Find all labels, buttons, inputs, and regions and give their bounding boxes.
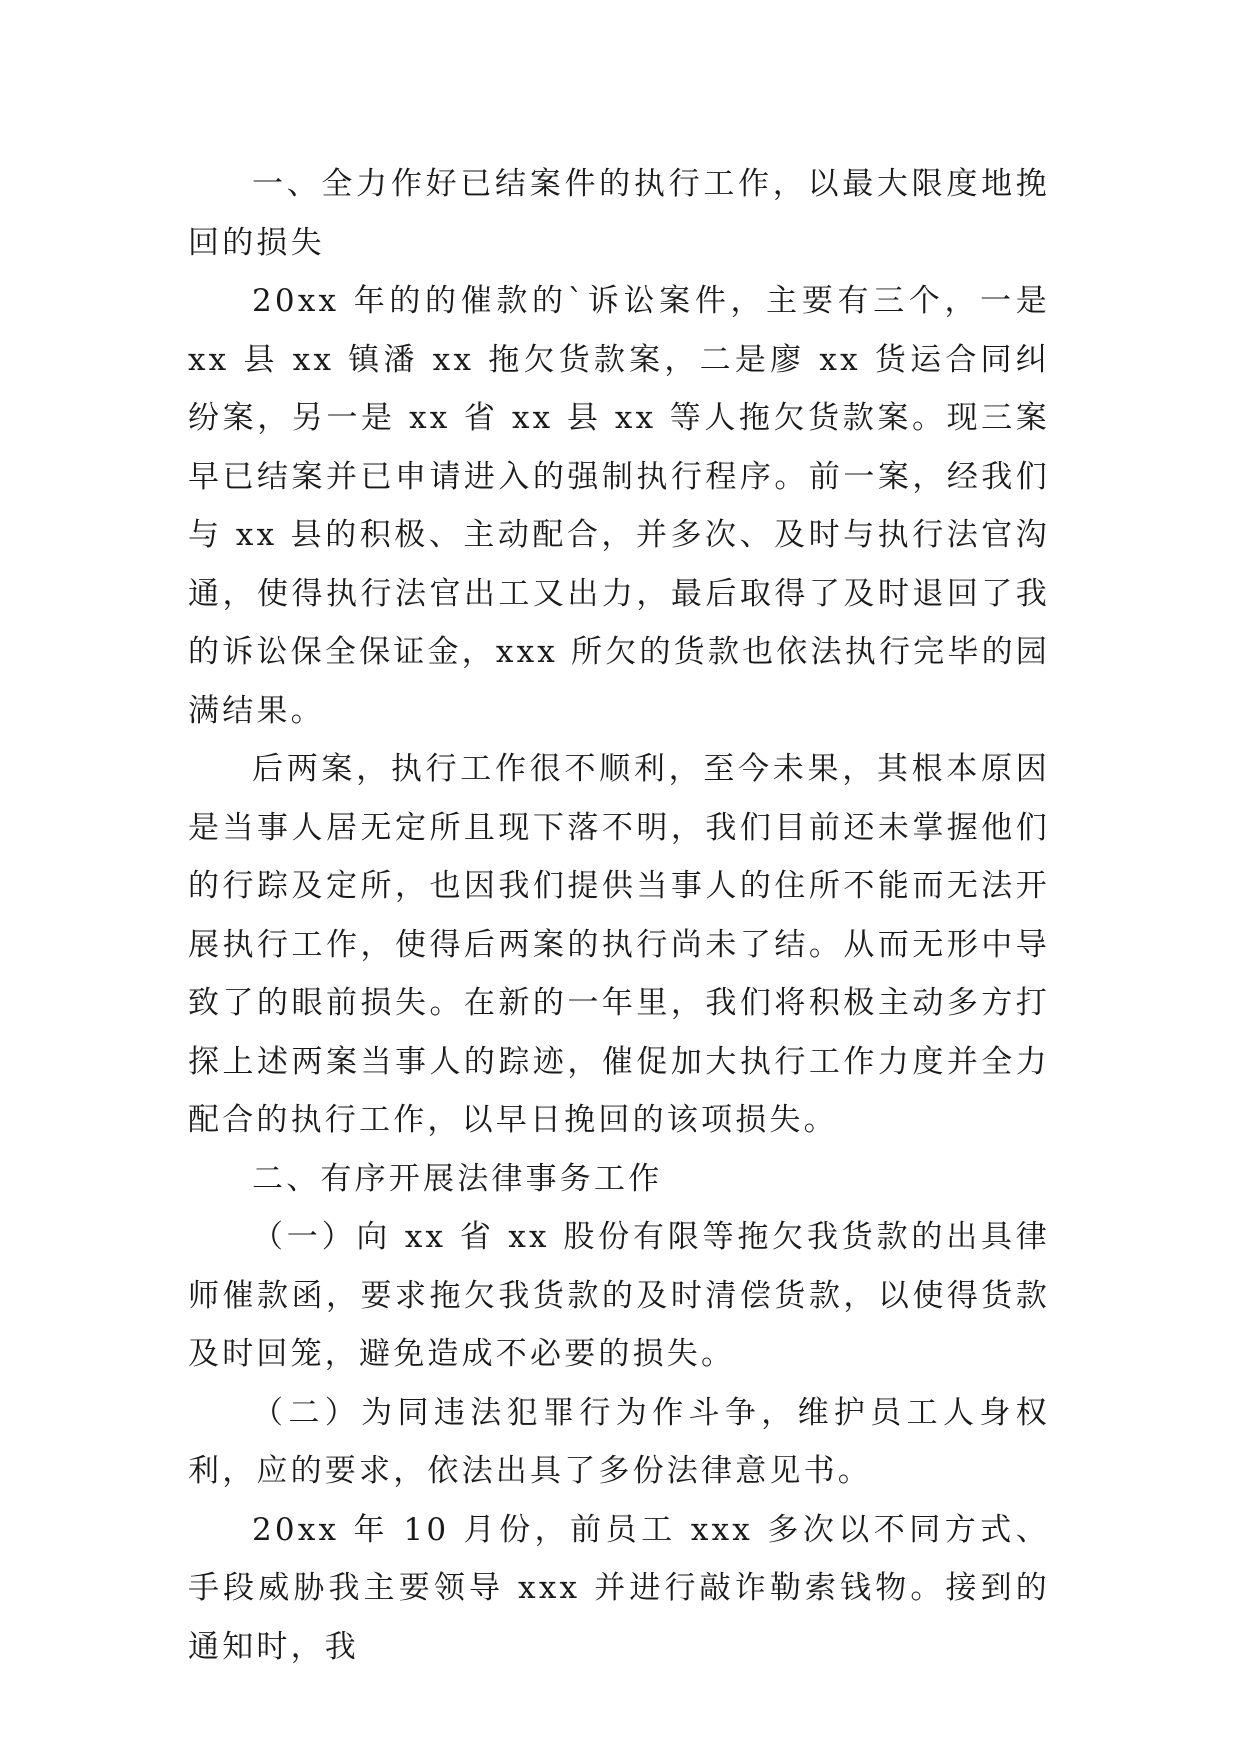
paragraph: 20xx 年 10 月份，前员工 xxx 多次以不同方式、手段威胁我主要领导 xxx 并进行敲诈勒索钱物。接到的通知时，我: [188, 1511, 1050, 1665]
document-body: [188, 155, 1050, 1676]
heading-section-2: 二、有序开展法律事务工作: [252, 1160, 663, 1197]
heading-section-1: 一、全力作好已结案件的执行工作，以最大限度地挽回的损失: [188, 166, 1050, 261]
paragraph: 20xx 年的的催款的`诉讼案件，主要有三个，一是 xx 县 xx 镇潘 xx 拖欠货款案，二是廖 xx 货运合同纠纷案，另一是 xx 省 xx 县 xx 等人拖欠货款案。现三案早已结案并已申请进入的强制执行程序。前一案，经我们与 xx 县的积极、主动配合，并多次、及时与执行法官沟通，使得执行法官出工又出力，最后取得了及时退回了我的诉讼保全保证金，xxx 所欠的货款也依法执行完毕的园满结果。: [188, 283, 1050, 729]
paragraph: （一）向 xx 省 xx 股份有限等拖欠我货款的出具律师催款函，要求拖欠我货款的及时清偿货款，以使得货款及时回笼，避免造成不必要的损失。: [188, 1219, 1050, 1372]
paragraph: （二）为同违法犯罪行为作斗争，维护员工人身权利，应的要求，依法出具了多份法律意见书。: [188, 1394, 1050, 1489]
paragraph: 后两案，执行工作很不顺利，至今未果，其根本原因是当事人居无定所且现下落不明，我们目前还未掌握他们的行踪及定所，也因我们提供当事人的住所不能而无法开展执行工作，使得后两案的执行尚未了结。从而无形中导致了的眼前损失。在新的一年里，我们将积极主动多方打探上述两案当事人的踪迹，催促加大执行工作力度并全力配合的执行工作，以早日挽回的该项损失。: [188, 751, 1050, 1138]
